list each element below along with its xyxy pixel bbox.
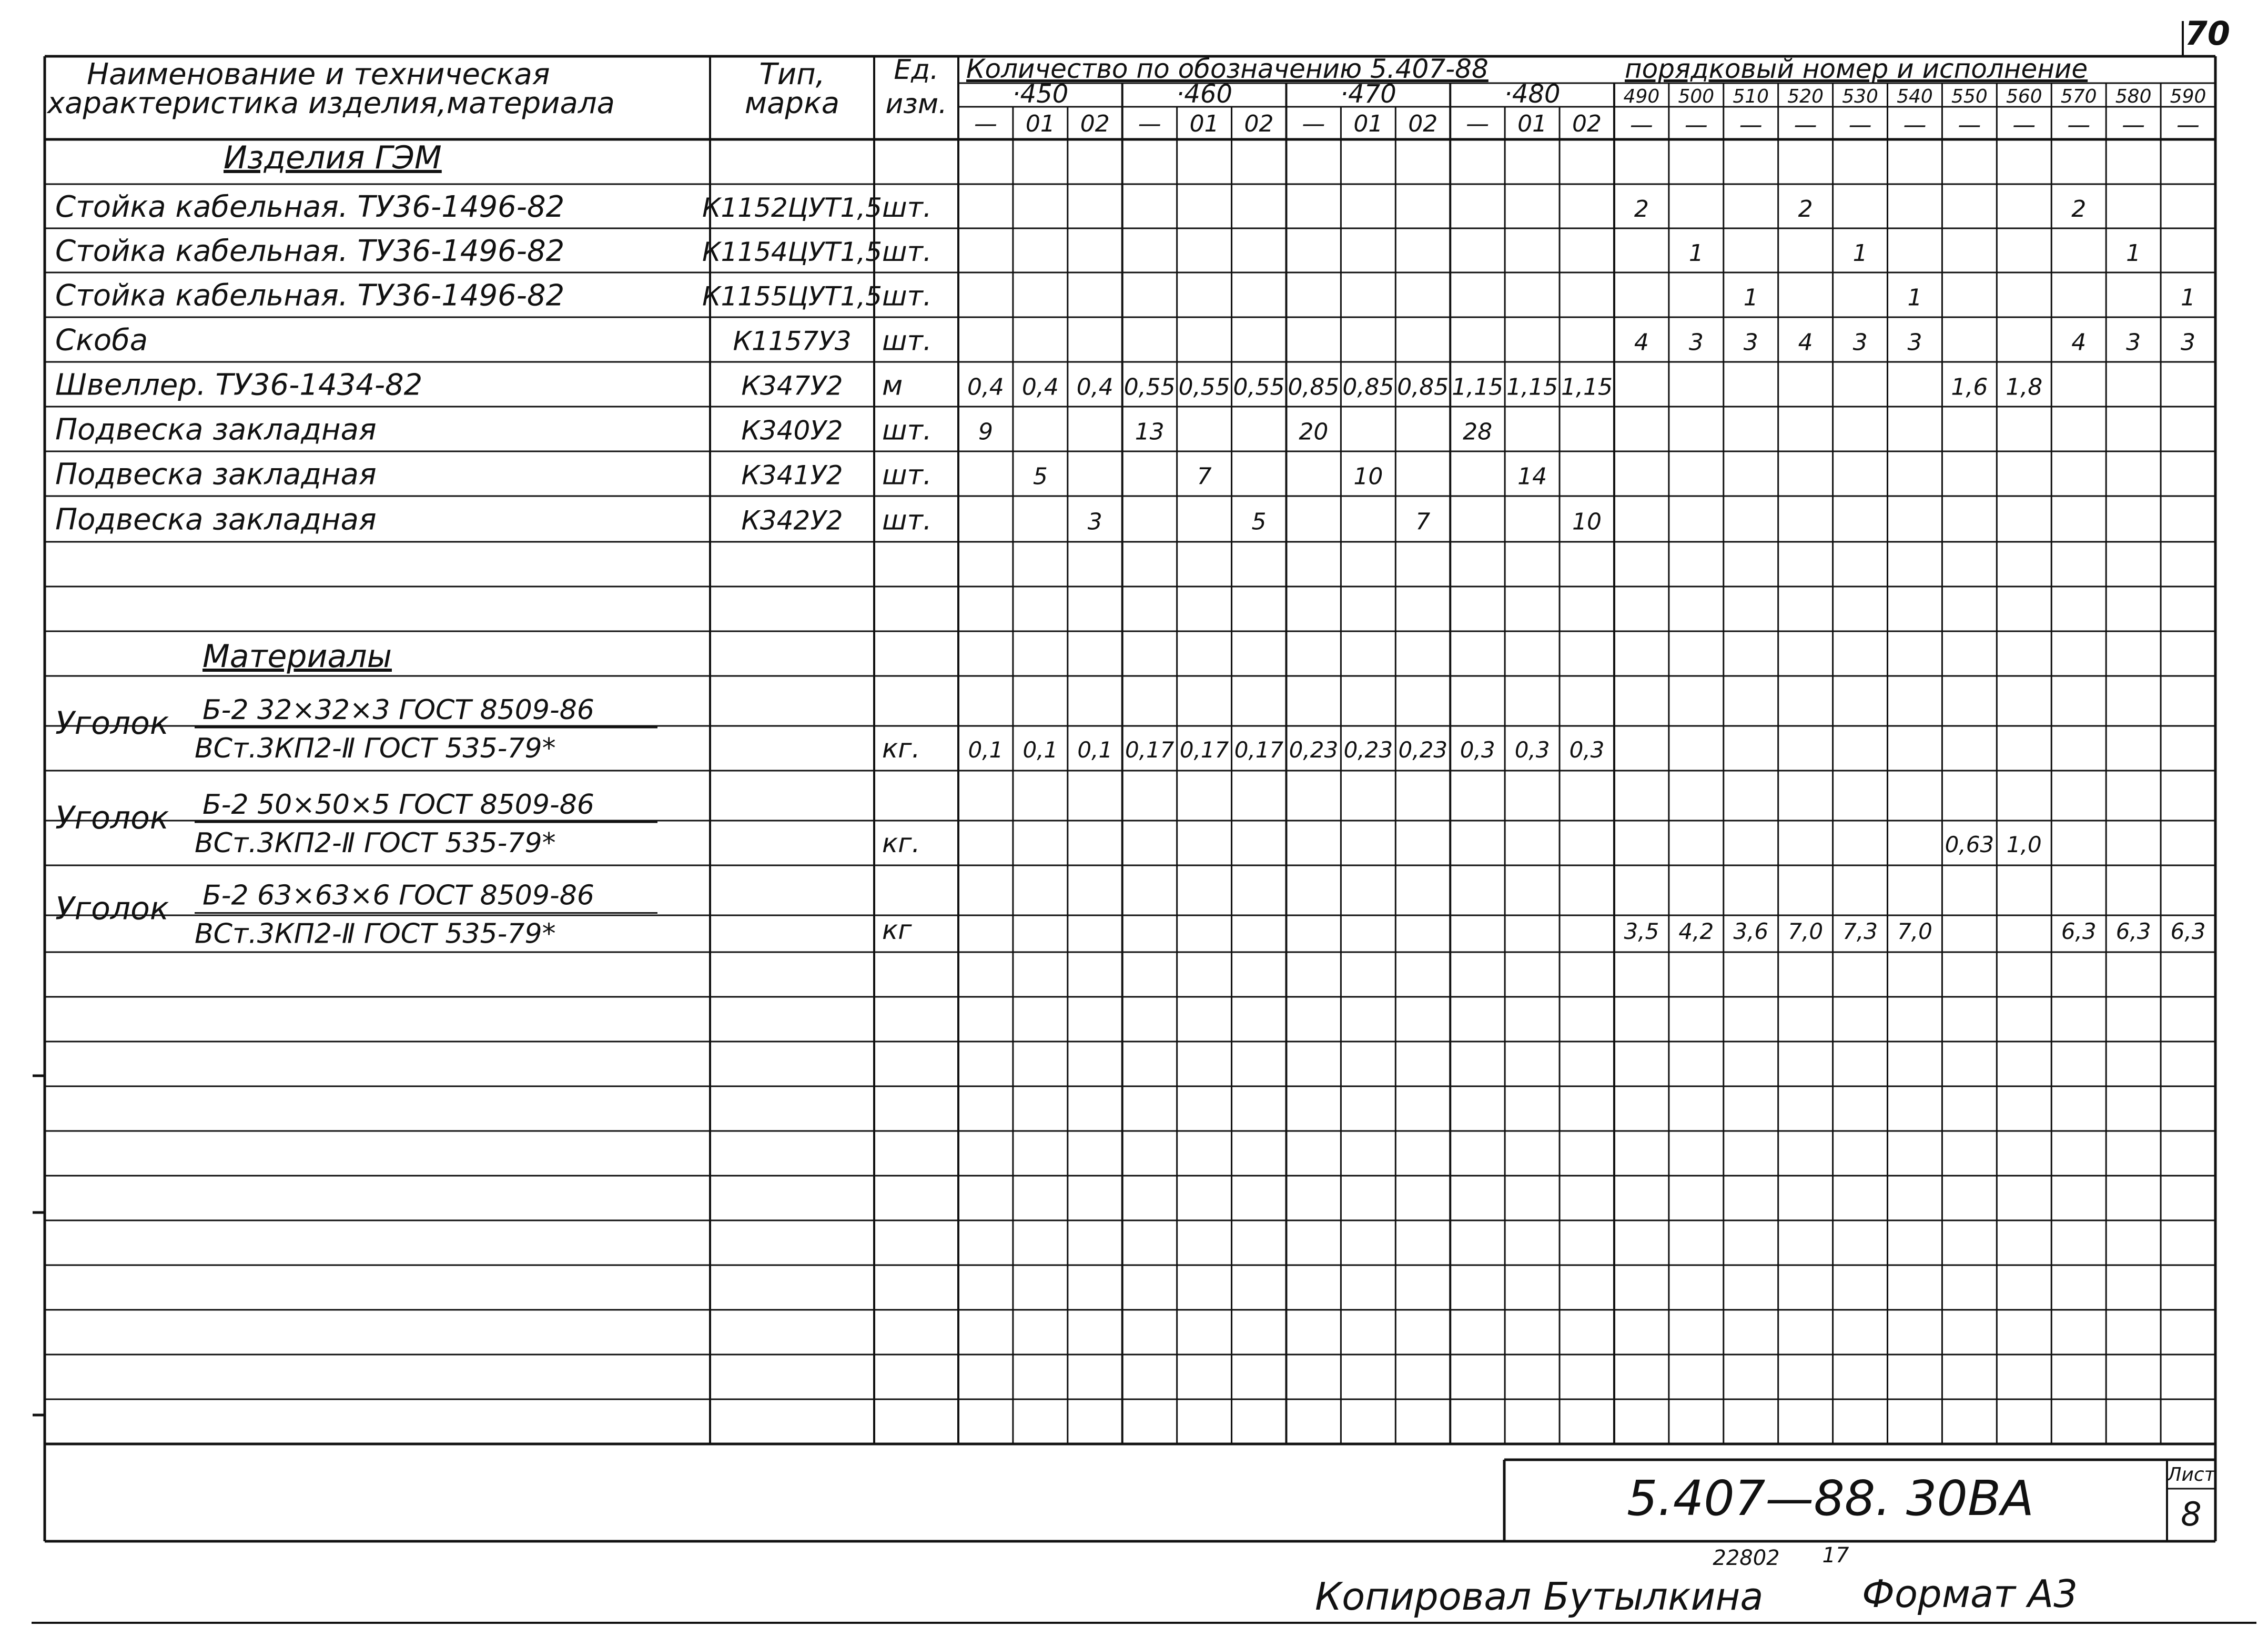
quantity-cell: 14 [1517, 463, 1547, 490]
material-spec-top: Б-2 32×32×3 ГОСТ 8509-86 [202, 694, 594, 726]
quantity-cell: 1 [1907, 284, 1922, 311]
product-type: К1152ЦУТ1,5 [702, 193, 883, 223]
material-unit: кг. [882, 828, 920, 858]
product-name: Подвеска закладная [55, 457, 377, 492]
quantity-cell: 0,4 [967, 373, 1004, 401]
execution-subcolumn: 01 [1025, 110, 1055, 137]
quantity-cell: 6,3 [2115, 918, 2151, 944]
designation-single: 560 [2006, 86, 2042, 107]
product-unit: шт. [882, 280, 932, 312]
quantity-cell: 0,17 [1234, 737, 1284, 763]
name-column-header: характеристика изделия,материала [47, 86, 615, 120]
execution-subcolumn: 01 [1189, 110, 1219, 137]
execution-subcolumn: — [1629, 112, 1653, 138]
quantity-cell: 5 [1251, 508, 1267, 535]
execution-subcolumn: — [2122, 112, 2145, 138]
quantity-cell: 5 [1032, 463, 1048, 490]
material-spec-bottom: ВСт.3КП2-Ⅱ ГОСТ 535-79* [195, 827, 556, 859]
designation-group: ·480 [1504, 79, 1561, 109]
execution-subcolumn: — [1739, 112, 1763, 138]
quantity-cell: 10 [1572, 508, 1602, 535]
quantity-cell: 3 [1907, 329, 1922, 356]
execution-subcolumn: — [1684, 112, 1708, 138]
quantity-cell: 7 [1415, 508, 1431, 535]
format-note: Формат А3 [1862, 1572, 2078, 1616]
designation-single: 490 [1623, 86, 1660, 107]
quantity-cell: 0,85 [1397, 373, 1449, 401]
quantity-cell: 1,8 [2006, 373, 2043, 401]
product-type: К1155ЦУТ1,5 [702, 281, 883, 312]
quantity-cell: 3 [1743, 329, 1758, 356]
execution-subcolumn: 02 [1572, 110, 1602, 137]
product-name: Скоба [55, 323, 148, 358]
quantity-cell: 0,55 [1233, 373, 1285, 401]
product-unit: м [882, 370, 903, 402]
sheet-label: Лист [2167, 1464, 2215, 1486]
quantity-header-title: порядковый номер и исполнение [1624, 54, 2088, 84]
quantity-cell: 1,15 [1561, 373, 1613, 401]
quantity-cell: 0,1 [968, 737, 1004, 763]
designation-single: 540 [1897, 86, 1933, 107]
product-unit: шт. [882, 236, 932, 268]
material-spec-bottom: ВСт.3КП2-Ⅱ ГОСТ 535-79* [195, 918, 556, 950]
quantity-cell: 1 [1688, 240, 1704, 267]
quantity-cell: 0,63 [1945, 832, 1994, 857]
product-type: К1154ЦУТ1,5 [702, 237, 883, 267]
execution-subcolumn: 02 [1244, 110, 1274, 137]
execution-subcolumn: — [1848, 112, 1872, 138]
material-unit: кг. [882, 733, 920, 764]
designation-single: 550 [1951, 86, 1988, 107]
quantity-cell: 13 [1135, 418, 1165, 446]
quantity-header-title: Количество по обозначению 5.407-88 [966, 54, 1489, 84]
quantity-cell: 0,17 [1179, 737, 1229, 763]
execution-subcolumn: — [2012, 112, 2036, 138]
designation-single: 590 [2170, 86, 2206, 107]
execution-subcolumn: 01 [1353, 110, 1383, 137]
product-unit: шт. [882, 192, 932, 224]
name-column-header: Наименование и техническая [87, 57, 550, 92]
product-type: К347У2 [741, 370, 843, 401]
quantity-cell: 0,55 [1178, 373, 1230, 401]
product-name: Швеллер. ТУ36-1434-82 [55, 368, 423, 402]
execution-subcolumn: 02 [1408, 110, 1438, 137]
quantity-cell: 7,0 [1897, 918, 1932, 944]
execution-subcolumn: — [2067, 112, 2091, 138]
product-name: Подвеска закладная [55, 412, 377, 447]
type-column-header: Тип, [759, 57, 825, 92]
quantity-cell: 4 [1798, 329, 1813, 356]
product-name: Подвеска закладная [55, 502, 377, 537]
quantity-cell: 2 [1798, 196, 1813, 223]
corner-sheet-number: 70 [2184, 14, 2230, 53]
quantity-cell: 4 [2071, 329, 2087, 356]
designation-single: 500 [1678, 86, 1715, 107]
product-unit: шт. [882, 415, 932, 447]
execution-subcolumn: — [1466, 110, 1490, 137]
product-name: Стойка кабельная. ТУ36-1496-82 [55, 278, 565, 313]
quantity-cell: 4,2 [1678, 918, 1714, 944]
product-name: Стойка кабельная. ТУ36-1496-82 [55, 234, 565, 268]
sheet-number: 8 [2181, 1495, 2202, 1533]
inventory-extra: 17 [1822, 1543, 1849, 1568]
quantity-cell: 7 [1197, 463, 1212, 490]
product-type: К341У2 [741, 460, 843, 491]
quantity-cell: 1 [1852, 240, 1868, 267]
execution-subcolumn: — [1302, 110, 1325, 137]
execution-subcolumn: — [2176, 112, 2200, 138]
sheet-designation: 5.407—88. 30ВА [1626, 1470, 2034, 1527]
designation-group: ·450 [1012, 79, 1069, 109]
material-unit: кг [882, 915, 912, 945]
material-prefix: Уголок [55, 890, 169, 927]
product-unit: шт. [882, 325, 932, 357]
quantity-cell: 3 [1688, 329, 1704, 356]
product-unit: шт. [882, 504, 932, 537]
execution-subcolumn: — [1794, 112, 1817, 138]
quantity-cell: 1,6 [1951, 373, 1988, 401]
type-column-header: марка [744, 86, 840, 120]
designation-single: 520 [1787, 86, 1824, 107]
quantity-cell: 20 [1299, 418, 1329, 446]
quantity-cell: 0,1 [1022, 737, 1058, 763]
quantity-cell: 1,15 [1506, 373, 1558, 401]
designation-single: 510 [1733, 86, 1769, 107]
quantity-cell: 28 [1463, 418, 1493, 446]
quantity-cell: 7,3 [1842, 918, 1878, 944]
quantity-cell: 3 [2181, 329, 2196, 356]
product-type: К340У2 [741, 415, 843, 446]
quantity-cell: 0,17 [1125, 737, 1174, 763]
execution-subcolumn: — [1958, 112, 1981, 138]
product-name: Стойка кабельная. ТУ36-1496-82 [55, 190, 565, 224]
section-heading-products: Изделия ГЭМ [224, 139, 442, 176]
quantity-cell: 0,23 [1343, 737, 1393, 763]
quantity-cell: 0,85 [1288, 373, 1340, 401]
product-unit: шт. [882, 459, 932, 491]
quantity-cell: 1 [2181, 284, 2196, 311]
quantity-cell: 0,3 [1569, 737, 1605, 763]
material-prefix: Уголок [55, 705, 169, 742]
quantity-cell: 0,3 [1460, 737, 1495, 763]
quantity-cell: 1 [1743, 284, 1758, 311]
material-spec-bottom: ВСт.3КП2-Ⅱ ГОСТ 535-79* [195, 733, 556, 764]
execution-subcolumn: — [1138, 110, 1161, 137]
execution-subcolumn: 02 [1080, 110, 1110, 137]
execution-subcolumn: — [1903, 112, 1927, 138]
material-spec-top: Б-2 50×50×5 ГОСТ 8509-86 [202, 789, 594, 821]
quantity-cell: 2 [1634, 196, 1649, 223]
quantity-cell: 3 [1852, 329, 1868, 356]
quantity-cell: 0,55 [1123, 373, 1176, 401]
quantity-cell: 6,3 [2170, 918, 2206, 944]
quantity-cell: 7,0 [1788, 918, 1824, 944]
product-type: К342У2 [741, 505, 843, 536]
copied-by-note: Копировал Бутылкина [1315, 1574, 1764, 1619]
section-heading-materials: Материалы [202, 638, 392, 675]
quantity-cell: 0,4 [1021, 373, 1059, 401]
quantity-cell: 0,85 [1342, 373, 1394, 401]
execution-subcolumn: — [974, 110, 997, 137]
quantity-cell: 2 [2071, 196, 2087, 223]
quantity-cell: 1,15 [1452, 373, 1504, 401]
material-prefix: Уголок [55, 800, 169, 836]
quantity-cell: 3 [2126, 329, 2141, 356]
inventory-number: 22802 [1713, 1546, 1780, 1570]
quantity-cell: 0,1 [1077, 737, 1113, 763]
quantity-cell: 0,4 [1076, 373, 1113, 401]
designation-group: ·460 [1176, 79, 1233, 109]
quantity-cell: 9 [978, 418, 993, 446]
quantity-cell: 1 [2126, 240, 2141, 267]
quantity-cell: 0,23 [1398, 737, 1448, 763]
unit-column-header: изм. [885, 88, 947, 120]
quantity-cell: 3 [1087, 508, 1102, 535]
quantity-cell: 0,3 [1514, 737, 1550, 763]
unit-column-header: Ед. [894, 54, 939, 86]
quantity-cell: 0,23 [1289, 737, 1339, 763]
product-type: К1157У3 [733, 326, 852, 357]
designation-single: 580 [2115, 86, 2152, 107]
designation-single: 530 [1842, 86, 1878, 107]
execution-subcolumn: 01 [1517, 110, 1547, 137]
quantity-cell: 3,6 [1733, 918, 1769, 944]
quantity-cell: 6,3 [2061, 918, 2097, 944]
quantity-cell: 3,5 [1624, 918, 1659, 944]
designation-single: 570 [2060, 86, 2097, 107]
quantity-cell: 10 [1353, 463, 1383, 490]
quantity-cell: 4 [1634, 329, 1649, 356]
material-spec-top: Б-2 63×63×6 ГОСТ 8509-86 [202, 880, 594, 912]
quantity-cell: 1,0 [2006, 832, 2042, 857]
designation-group: ·470 [1340, 79, 1396, 109]
